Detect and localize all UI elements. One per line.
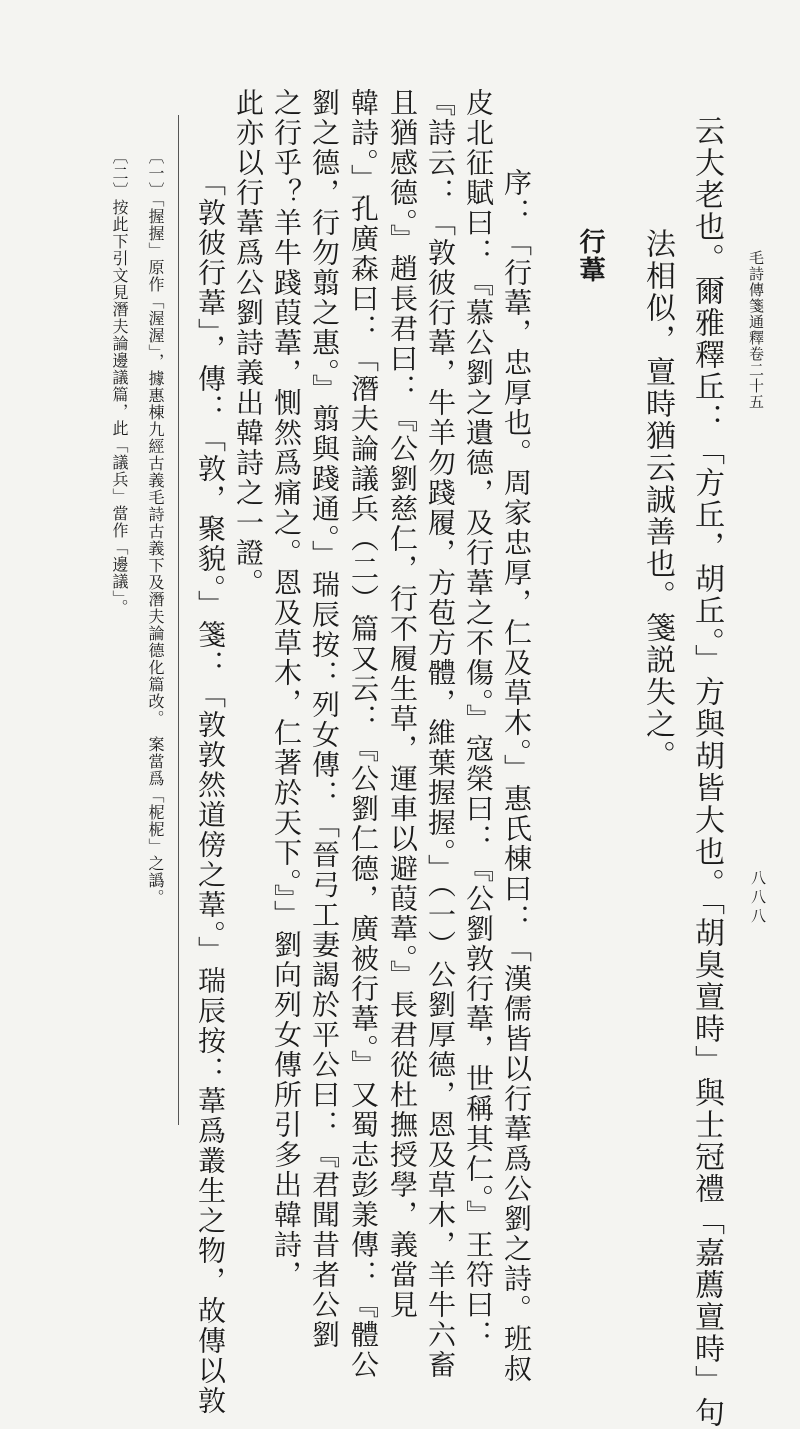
section-title: 行葦: [575, 228, 605, 284]
text-column-2: 法相似，亶時猶云誠善也。箋説失之。: [640, 228, 675, 772]
text-column-5: 『詩云：「敦彼行葦，牛羊勿踐履，方苞方體，維葉握握。」（一）公劉厚德，恩及草木，羊牛六畜: [424, 88, 457, 1380]
text-column-4: 皮北征賦曰：『慕公劉之遺德，及行葦之不傷。』寇榮曰：『公劉敦行葦，世稱其仁。』王符曰：: [462, 88, 495, 1350]
footnote-2: 〔二〕按此下引文見潛夫論邊議篇，此「議兵」當作「邊議」。: [110, 148, 129, 616]
text-column-1: 云大老也。爾雅釋丘：「方丘，胡丘。」方與胡皆大也。「胡臭亶時」與士冠禮「嘉薦亶時」句: [689, 115, 724, 1429]
running-title: 毛詩傳箋通釋卷二十五: [747, 250, 765, 410]
text-column-11: 「敦彼行葦」，傳：「敦，聚貌。」箋：「敦敦然道傍之葦。」瑞辰按：葦爲叢生之物，故傳以敦: [194, 168, 227, 1416]
page-number: 八八八: [749, 870, 767, 927]
text-column-9: 之行乎？羊牛踐葭葦，惻然爲痛之。恩及草木，仁著於天下。』」劉向列女傳所引多出韓詩，: [270, 88, 303, 1290]
footnote-1: 〔一〕「握握」原作「渥渥」，據惠棟九經古義毛詩古義下及潛夫論德化篇改。 案當爲「柅柅」之譌。: [146, 148, 165, 906]
text-column-10: 此亦以行葦爲公劉詩義出韓詩之一證。: [232, 88, 265, 598]
text-column-8: 劉之德，行勿翦之惠。』翦與踐通。」瑞辰按：列女傳：「晉弓工妻謁於平公曰：『君聞昔者公劉: [308, 88, 341, 1350]
text-column-7: 韓詩。」孔廣森曰：「潛夫論議兵（二）篇又云：『公劉仁德，廣被行葦。』又蜀志彭羕傳：『體公: [347, 88, 380, 1380]
text-column-3: 序：「行葦，忠厚也。周家忠厚，仁及草木。」惠氏棟曰：「漢儒皆以行葦爲公劉之詩。班叔: [500, 168, 533, 1384]
text-column-6: 且猶感德。』趙長君曰：『公劉慈仁，行不履生草，運車以避葭葦。』長君從杜撫授學，義當見: [386, 88, 419, 1320]
footnote-divider: [178, 115, 179, 1125]
